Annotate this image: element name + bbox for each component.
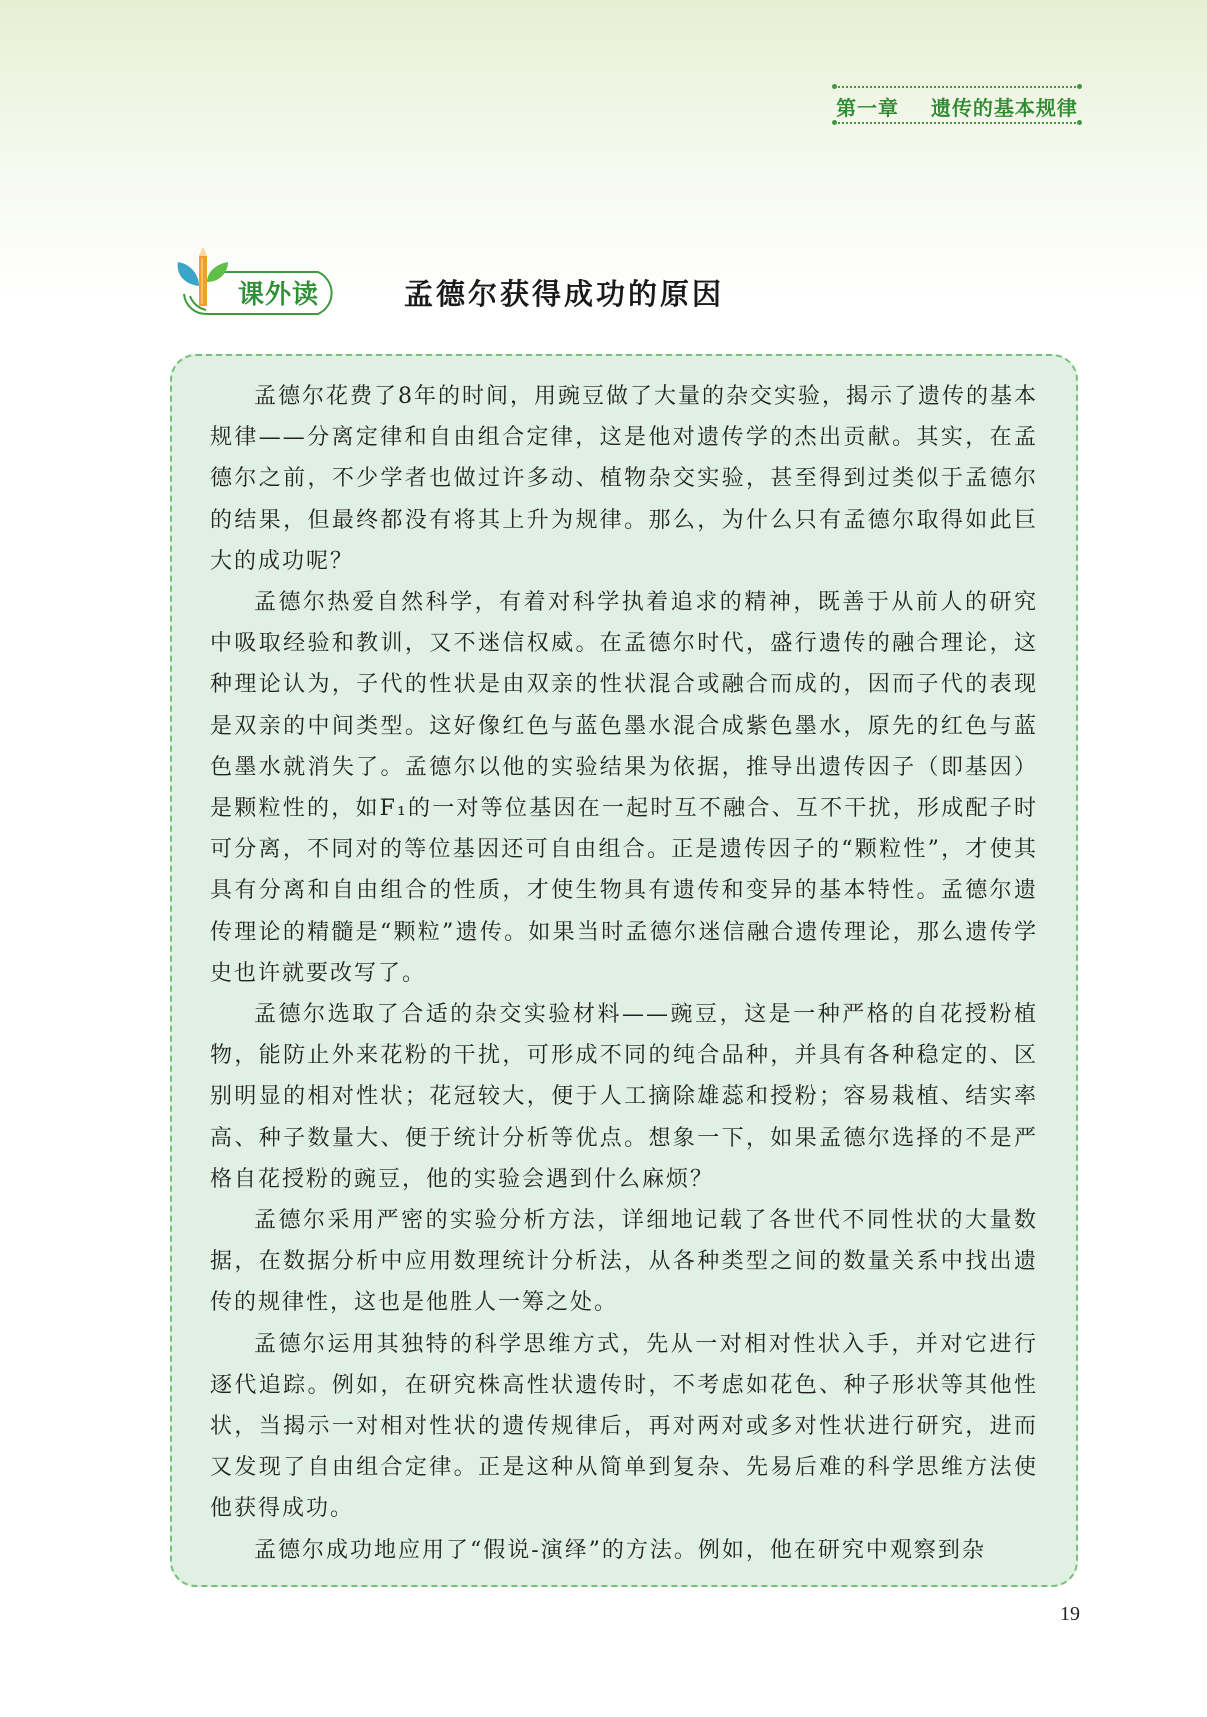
paragraph: 孟德尔热爱自然科学，有着对科学执着追求的精神，既善于从前人的研究中吸取经验和教训，又不迷信权威。在孟德尔时代，盛行遗传的融合理论，这种理论认为，子代的性状是由双亲的性状混合或融合而成的，因而子代的表现是双亲的中间类型。这好像红色与蓝色墨水混合成紫色墨水，原先的红色与蓝色墨水就消失了。孟德尔以他的实验结果为依据，推导出遗传因子（即基因）是颗粒性的，如F₁的一对等位基因在一起时互不融合、互不干扰，形成配子时可分离，不同对的等位基因还可自由组合。正是遗传因子的“颗粒性”，才使其具有分离和自由组合的性质，才使生物具有遗传和变异的基本特性。孟德尔遗传理论的精髓是“颗粒”遗传。如果当时孟德尔迷信融合遗传理论，那么遗传学史也许就要改写了。 [210,590,1038,986]
reading-content-box [170,354,1078,1587]
chapter-header-top-rule [834,86,1080,88]
paragraph: 孟德尔选取了合适的杂交实验材料——豌豆，这是一种严格的自花授粉植物，能防止外来花粉的干扰，可形成不同的纯合品种，并具有各种稳定的、区别明显的相对性状；花冠较大，便于人工摘除雄蕊和授粉；容易栽植、结实率高、种子数量大、便于统计分析等优点。想象一下，如果孟德尔选择的不是严格自花授粉的豌豆，他的实验会遇到什么麻烦？ [210,1002,1038,1192]
paragraph: 孟德尔采用严密的实验分析方法，详细地记载了各世代不同性状的大量数据，在数据分析中应用数理统计分析法，从各种类型之间的数量关系中找出遗传的规律性，这也是他胜人一筹之处。 [210,1208,1038,1316]
paragraph: 孟德尔运用其独特的科学思维方式，先从一对相对性状入手，并对它进行逐代追踪。例如，在研究株高性状遗传时，不考虑如花色、种子形状等其他性状，当揭示一对相对性状的遗传规律后，再对两对或多对性状进行研究，进而又发现了自由组合定律。正是这种从简单到复杂、先易后难的科学思维方法使他获得成功。 [210,1331,1038,1522]
chapter-number: 第一章 [836,96,900,120]
chapter-header-bottom-rule [834,122,1080,124]
chapter-header [834,86,1080,124]
chapter-label [834,92,1080,121]
badge-label: 课外读 [238,280,320,310]
paragraph: 孟德尔花费了8年的时间，用豌豆做了大量的杂交实验，揭示了遗传的基本规律——分离定律和自由组合定律，这是他对遗传学的杰出贡献。其实，在孟德尔之前，不少学者也做过许多动、植物杂交实验，甚至得到过类似于孟德尔的结果，但最终都没有将其上升为规律。那么，为什么只有孟德尔取得如此巨大的成功呢？ [210,384,1038,574]
reading-badge [168,248,340,318]
page-number: 19 [1060,1603,1080,1625]
paragraph: 孟德尔成功地应用了“假说-演绎”的方法。例如，他在研究中观察到杂 [254,1537,986,1563]
chapter-title: 遗传的基本规律 [930,96,1078,120]
article-title: 孟德尔获得成功的原因 [404,277,725,311]
